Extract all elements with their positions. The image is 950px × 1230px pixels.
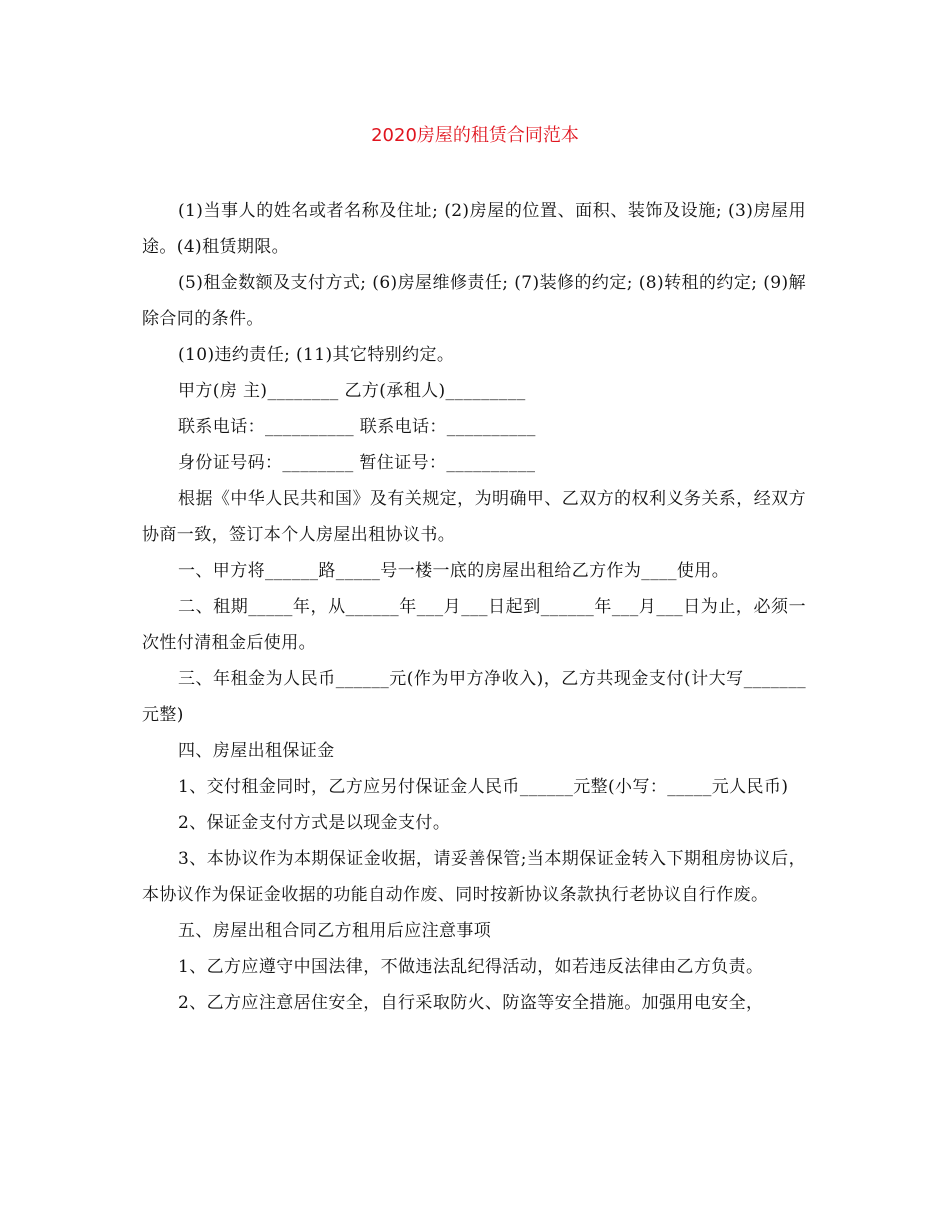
clause-4-item-2: 2、保证金支付方式是以现金支付。 [178, 813, 451, 833]
document-title: 2020房屋的租赁合同范本 [371, 125, 579, 146]
clause-5-item-1: 1、乙方应遵守中国法律，不做违法乱纪得活动，如若违反法律由乙方负责。 [178, 957, 764, 977]
clause-1: 一、甲方将______路_____号一楼一底的房屋出租给乙方作为____使用。 [178, 561, 730, 581]
clause-4-item-1: 1、交付租金同时，乙方应另付保证金人民币______元整(小写：_____元人民币) [178, 777, 789, 797]
paragraph-2: (5)租金数额及支付方式; (6)房屋维修责任; (7)装修的约定; (8)转租的约定; (9)解除合同的条件。 [142, 273, 806, 329]
phone-line: 联系电话：__________ 联系电话：__________ [178, 417, 536, 437]
clause-3: 三、年租金为人民币______元(作为甲方净收入)，乙方共现金支付(计大写_______元整) [142, 669, 806, 725]
clause-5-heading: 五、房屋出租合同乙方租用后应注意事项 [178, 921, 492, 941]
paragraph-1: (1)当事人的姓名或者名称及住址; (2)房屋的位置、面积、装饰及设施; (3)房屋用途。(4)租赁期限。 [142, 201, 806, 257]
paragraph-3: (10)违约责任; (11)其它特别约定。 [178, 345, 455, 365]
preamble-paragraph: 根据《中华人民共和国》及有关规定，为明确甲、乙双方的权利义务关系，经双方协商一致，签订本个人房屋出租协议书。 [142, 489, 806, 545]
clause-4-item-3: 3、本协议作为本期保证金收据，请妥善保管;当本期保证金转入下期租房协议后，本协议作为保证金收据的功能自动作废、同时按新协议条款执行老协议自行作废。 [142, 849, 806, 905]
id-line: 身份证号码：________ 暂住证号：__________ [178, 453, 536, 473]
party-names-line: 甲方(房 主)________ 乙方(承租人)_________ [178, 381, 526, 401]
clause-4-heading: 四、房屋出租保证金 [178, 741, 335, 761]
clause-2: 二、租期_____年，从______年___月___日起到______年___月___日为止，必须一次性付清租金后使用。 [142, 597, 806, 653]
clause-5-item-2: 2、乙方应注意居住安全，自行采取防火、防盗等安全措施。加强用电安全， [178, 993, 764, 1013]
document-body [142, 193, 806, 1021]
